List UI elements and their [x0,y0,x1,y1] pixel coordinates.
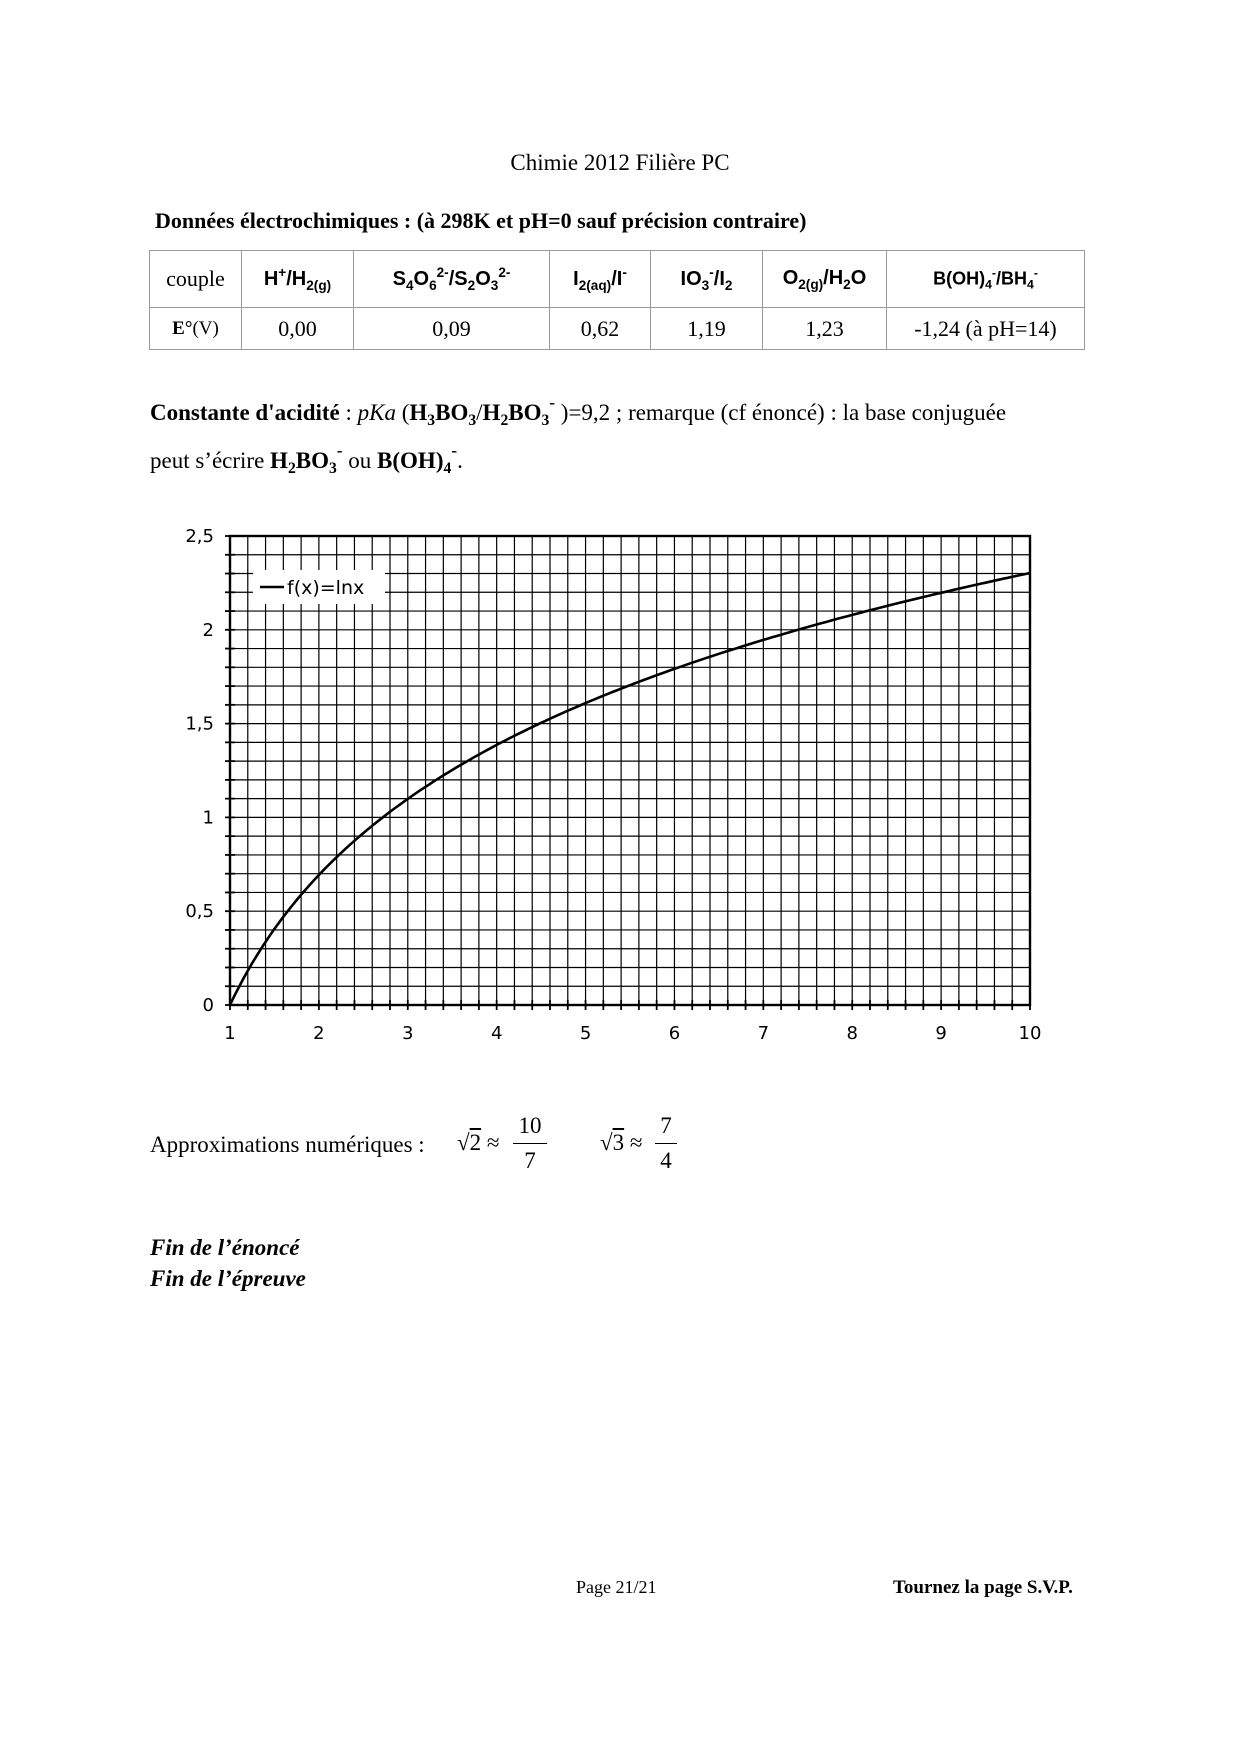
formula-sub: 2(g) [798,276,824,292]
formula-part: BO [295,448,329,474]
couple-i2-i [550,251,651,308]
table-cell-value: 0,09 [354,308,550,350]
text-span: / [476,400,483,426]
formula-part: /H [823,266,844,289]
formula-part: O [782,266,799,289]
formula-sub: 2 [287,459,296,477]
formula-part: H [409,400,428,426]
chart-legend [253,570,385,604]
formula-sup: - [451,441,458,460]
y-tick-label: 0,5 [185,901,214,923]
y-tick-label: 1,5 [185,713,214,735]
row-label-couple: couple [150,251,242,308]
formula-sub: 3 [427,411,436,429]
formula-sup: - [991,266,996,281]
formula-part: B(OH) [933,268,986,289]
x-tick-label: 2 [313,1023,325,1044]
formula-part: IO [680,268,702,291]
formula-sub: 2(g) [306,277,332,293]
e0-symbol: E° [172,317,193,339]
formula-sub: 2 [500,411,509,429]
formula-part: H [482,400,501,426]
ln-function-chart [170,520,1070,1080]
radicand: 3 [612,1130,625,1155]
formula-sub: 6 [429,277,437,293]
x-tick-label: 3 [402,1023,414,1044]
formula-part: I [573,268,579,291]
table-cell-value: -1,24 (à pH=14) [887,308,1085,350]
series-line-lnx [230,573,1030,1005]
formula-part: /S [448,268,468,291]
formula-sub: 2 [843,276,851,292]
y-tick-label: 2,5 [185,526,214,547]
row-label-e0 [150,308,242,350]
acidity-label: Constante d'acidité [150,400,340,426]
plot-frame [230,536,1030,1005]
acidity-constant-line2 [150,441,463,478]
fraction-bar [513,1143,547,1144]
end-of-exam: Fin de l’épreuve [150,1266,306,1291]
formula-part: BO [508,400,542,426]
approx-label: Approximations numériques : [150,1132,425,1157]
x-tick-label: 4 [490,1023,503,1044]
formula-sup: 2- [498,265,511,281]
x-tick-label: 10 [1018,1023,1042,1044]
formula-part: /H [286,268,307,291]
formula-sub: 3 [541,411,550,429]
table-cell-value: 0,62 [550,308,651,350]
pka-symbol: pKa [357,400,396,426]
couple-h-h2 [242,251,354,308]
x-tick-label: 1 [224,1023,236,1044]
electrochemical-data-table [149,250,1085,350]
y-tick-label: 1 [202,807,214,829]
formula-sup: - [622,265,627,281]
formula-part: B(OH) [377,448,444,474]
chart-grid [230,536,1030,1005]
formula-part: /BH [996,268,1027,289]
page-number: Page 21/21 [576,1577,657,1597]
couple-s4o6-s2o3 [354,251,550,308]
chart-axes [225,536,1030,1010]
formula-part: O [413,268,430,291]
couple-io3-i2 [651,251,763,308]
formula-sup: - [336,441,343,460]
fraction-denominator: 4 [660,1148,672,1173]
x-axis-ticks [224,1023,1041,1044]
text-span: )=9,2 ; remarque (cf énoncé) : la base conjuguée [555,400,1007,426]
formula-sub: 3 [328,459,337,477]
formula-part: H [263,268,279,291]
text-span: : [339,400,358,426]
y-tick-label: 2 [202,619,214,641]
acidity-constant-line1 [150,393,1006,430]
turn-page-note: Tournez la page S.V.P. [893,1577,1073,1598]
x-tick-label: 5 [579,1023,592,1044]
x-tick-label: 9 [935,1023,947,1044]
x-tick-label: 6 [668,1023,681,1044]
table-cell-value: 0,00 [242,308,354,350]
table-row [150,308,1085,350]
table-row [150,251,1085,308]
approx-symbol: ≈ [629,1130,643,1155]
section-title: Données électrochimiques : (à 298K et pH=0 sauf précision contraire) [155,208,807,233]
fraction-numerator: 10 [518,1113,542,1138]
x-tick-label: 7 [757,1023,770,1044]
formula-sup: - [1033,266,1038,281]
sqrt-3-expression [600,1130,643,1156]
formula-sup: - [709,265,714,281]
numerical-approximations [150,1132,425,1158]
formula-part: BO [435,400,469,426]
text-span: ( [395,400,410,426]
table-cell-value: 1,23 [763,308,887,350]
text-span: ou [342,448,378,474]
sqrt-icon: √ [600,1130,613,1155]
formula-sub: 3 [468,411,477,429]
formula-part: O [850,266,867,289]
formula-sub: 3 [701,277,710,293]
formula-sub: 4 [1027,277,1034,292]
formula-sub: 2 [467,277,476,293]
formula-sup: - [549,393,556,412]
radicand: 2 [469,1130,482,1155]
formula-sub: 4 [985,277,992,292]
couple-boh4-bh4 [887,251,1085,308]
couple-o2-h2o [763,251,887,308]
formula-part: /I [713,268,725,291]
fraction-denominator: 7 [524,1148,536,1173]
fraction-bar [655,1143,677,1144]
formula-sup: + [278,265,287,281]
text-span: peut s’écrire [150,448,271,474]
end-of-statement: Fin de l’énoncé [150,1235,300,1260]
formula-part: H [270,448,288,474]
page-header-title: Chimie 2012 Filière PC [510,150,730,175]
formula-sub: 2 [724,277,733,293]
sqrt-icon: √ [457,1130,470,1155]
x-tick-label: 8 [846,1023,858,1044]
legend-label: f(x)=lnx [287,577,365,599]
y-axis-ticks [185,526,214,1016]
formula-part: O [475,268,491,291]
e0-unit: (V) [192,317,219,339]
approx-symbol: ≈ [486,1130,500,1155]
formula-sub: 2(aq) [578,277,612,293]
formula-sub: 4 [405,277,414,293]
fraction-numerator: 7 [660,1113,672,1138]
table-cell-value: 1,19 [651,308,763,350]
formula-sup: 2- [436,265,449,281]
formula-part: /I [611,268,623,291]
sqrt-2-expression [457,1130,500,1156]
formula-sub: 3 [490,277,499,293]
text-span: . [457,448,463,474]
formula-part: S [392,268,406,291]
y-tick-label: 0 [202,995,214,1016]
formula-sub: 4 [443,459,452,477]
